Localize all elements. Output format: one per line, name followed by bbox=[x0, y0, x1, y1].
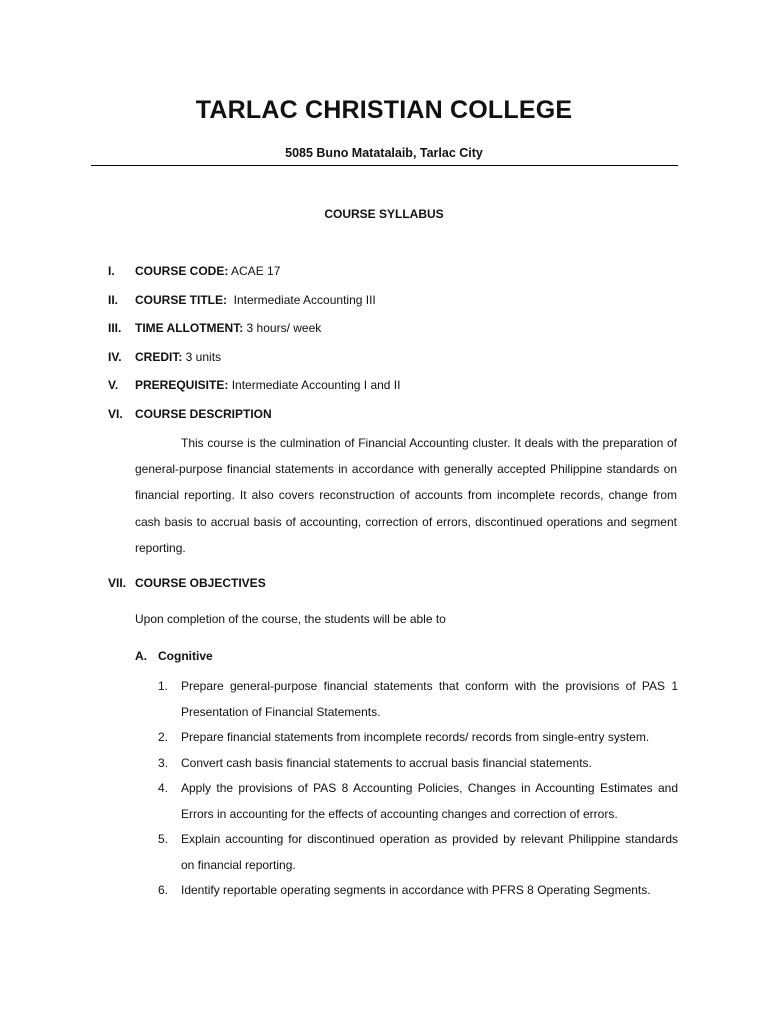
item-label: COURSE DESCRIPTION bbox=[135, 407, 272, 421]
list-item bbox=[158, 878, 678, 904]
section-letter: A. bbox=[135, 649, 147, 663]
list-item bbox=[158, 751, 678, 777]
header-divider bbox=[91, 165, 678, 166]
item-value: Intermediate Accounting III bbox=[227, 293, 376, 307]
item-number: VII. bbox=[108, 576, 127, 590]
list-number: 3. bbox=[158, 755, 169, 770]
list-item bbox=[158, 674, 678, 725]
item-label: COURSE CODE: bbox=[135, 264, 229, 278]
list-item bbox=[158, 827, 678, 878]
item-value: 3 units bbox=[182, 350, 222, 364]
document-title: COURSE SYLLABUS bbox=[324, 207, 444, 221]
college-name: TARLAC CHRISTIAN COLLEGE bbox=[195, 96, 573, 124]
item-value: Intermediate Accounting I and II bbox=[228, 378, 401, 392]
list-text: Explain accounting for discontinued operation as provided by relevant Philippine standards on financial reporting. bbox=[181, 832, 678, 872]
item-number: II. bbox=[108, 293, 119, 307]
course-description-text: This course is the culmination of Financial Accounting cluster. It deals with the preparation of general-purpose financial statements in accordance with generally accepted Philippine standards on financial reporting. It also covers reconstruction of accounts from incomplete records, change from cash basis to accrual basis of accounting, correction of errors, discontinued operations and segment reporting. bbox=[135, 436, 677, 555]
list-number: 4. bbox=[158, 781, 169, 795]
list-number: 6. bbox=[158, 883, 169, 897]
item-number: VI. bbox=[108, 407, 123, 421]
item-number: IV. bbox=[108, 350, 122, 364]
item-value: 3 hours/ week bbox=[243, 321, 322, 335]
list-number: 1. bbox=[158, 679, 169, 693]
course-description bbox=[135, 430, 677, 561]
item-label: TIME ALLOTMENT: bbox=[135, 321, 244, 335]
item-label: COURSE TITLE: bbox=[135, 293, 227, 307]
list-text: Identify reportable operating segments in accordance with PFRS 8 Operating Segments. bbox=[181, 883, 651, 897]
list-number: 5. bbox=[158, 832, 169, 846]
item-label: CREDIT: bbox=[135, 350, 183, 364]
cognitive-subheading bbox=[135, 649, 213, 663]
item-number: I. bbox=[108, 264, 115, 278]
list-text: Convert cash basis financial statements to accrual basis financial statements. bbox=[181, 755, 592, 770]
list-item bbox=[158, 776, 678, 827]
objectives-intro: Upon completion of the course, the students will be able to bbox=[135, 612, 446, 626]
list-text: Prepare financial statements from incomplete records/ records from single-entry system. bbox=[181, 730, 650, 744]
item-label: PREREQUISITE: bbox=[135, 378, 229, 392]
college-address: 5085 Buno Matatalaib, Tarlac City bbox=[285, 146, 483, 160]
list-text: Prepare general-purpose financial statements that conform with the provisions of PAS 1 Presentation of Financial Statements. bbox=[181, 679, 678, 719]
item-value: ACAE 17 bbox=[228, 264, 281, 278]
item-number: V. bbox=[108, 378, 119, 392]
item-label: COURSE OBJECTIVES bbox=[135, 576, 266, 590]
section-title: Cognitive bbox=[158, 649, 213, 663]
cognitive-objectives-list bbox=[158, 674, 678, 904]
list-text: Apply the provisions of PAS 8 Accounting Policies, Changes in Accounting Estimates and Errors in accounting for the effects of accounting changes and correction of errors. bbox=[181, 781, 678, 821]
item-number: III. bbox=[108, 321, 122, 335]
list-item bbox=[158, 725, 678, 751]
list-number: 2. bbox=[158, 730, 169, 744]
